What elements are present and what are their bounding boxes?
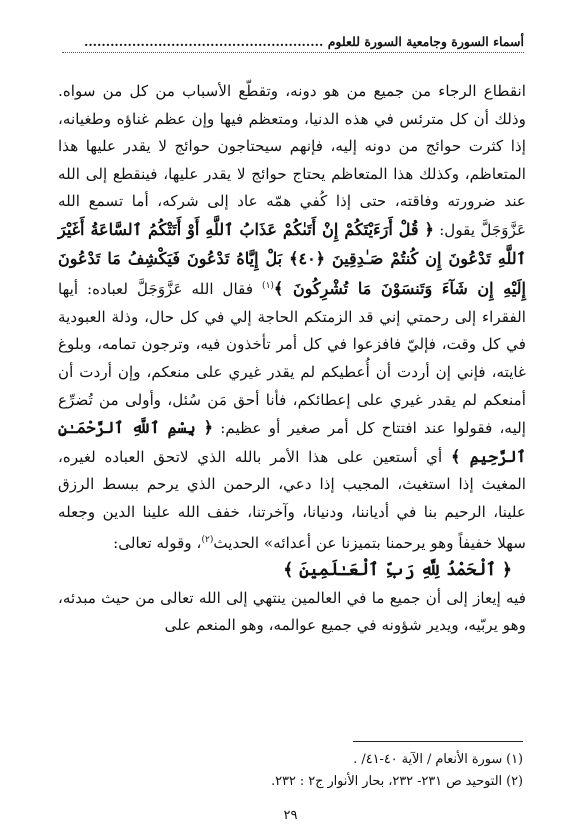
footnote-item: (٢) التوحيد ص ٢٣١- ٢٣٢، بحار الأنوار ج٢ : ٢٣٢. xyxy=(271,774,523,789)
quran-verse-line xyxy=(58,557,512,585)
header-dots: ....................................................... xyxy=(83,34,324,49)
body-text-run: فيه إيعاز إلى أن جميع ما في العالمين ينتهي إلى الله تعالى من حيث مبدئه، وهو يربّيه، ويدير شؤونه في جميع عوالمه، وهو المنعم على xyxy=(58,588,526,635)
running-header-title: أسماء السورة وجامعية السورة للعلوم xyxy=(327,34,524,49)
footnote-ref: (١) xyxy=(262,281,274,292)
body-text-run: فقال الله عَزَّوَجَلَّ لعباده: أيها الفقراء إلى رحمتي إني قد الزمتكم الحاجة إلي في كل حال، وذلة العبودية في كل وقت، فإليّ فافزعوا في كل أمر تأخذون فيه، وترجون تمامه، وبلوغ غايته، فإني إن أردت أن أُعطيكم لم يقدر غيري على منعكم، وإن أردت أن أمنعكم لم يقدر غيري على إعطائكم، فأنا أحق مَن سُئل، وأولى من تُضرِّع إليه، فقولوا عند افتتاح كل أمر صغير أو عظيم: xyxy=(58,280,526,438)
paragraph xyxy=(58,585,526,640)
paragraph xyxy=(58,78,526,557)
main-text xyxy=(58,78,526,640)
basmala-verse: ﴿ بِسْمِ ٱللَّهِ ٱلرَّحْمَـٰنِ ٱلرَّحِيمِ ﴾ xyxy=(58,418,527,466)
page-number: ٢٩ xyxy=(283,808,298,823)
body-text-run: انقطاع الرجاء من جميع من هو دونه، وتقطّع الأسباب من كل من سواه. وذلك أن كل مترئس في هذه الدنيا، ومتعظم فيها وإن عظم غناؤه وطغيانه، إذا كثرت حوائج من دونه إليه، فإنهم سيحتاجون حوائج لا يقدر عليها هذا المتعاظم، وكذلك هذا المتعاظم يحتاج حوائج لا يقدر عليها، فينقطع إلى الله عند ضرورته وفاقته، حتى إذا كُفي همّه عاد إلى شركه، أما تسمع الله عَزَّوَجَلَّ يقول: xyxy=(58,82,527,239)
body-text-run: أي أستعين على هذا الأمر بالله الذي لاتحق العباده لغيره، المغيث إذا استغيث، المجيب إذا دعي، الرحمن الذي يرحم ببسط الرزق علينا، الرحيم بنا في أدياننا، ودنيانا، وآخرتنا، خفف الله علينا الدين وجعله سهلا خفيفاً وهو يرحمنا بتميزنا عن أعدائه» الحديث xyxy=(58,447,526,552)
footnote-separator xyxy=(353,741,523,742)
quran-verse: ﴿ ٱلْحَمْدُ لِلَّهِ رَبِّ ٱلْعَـٰلَمِينَ ﴾ xyxy=(283,560,512,581)
body-text-run: ، وقوله تعالى: xyxy=(113,533,202,552)
footnote-item: (١) سورة الأنعام / الآية ٤٠-٤١/ . xyxy=(353,752,523,767)
footnotes xyxy=(63,749,523,793)
footnote-ref: (٢) xyxy=(201,534,214,545)
running-header xyxy=(62,34,524,53)
quran-verse: ﴿ قُلْ أَرَءَيْتَكُمْ إِنْ أَتَىٰكُمْ عَذَابُ ٱللَّهِ أَوْ أَتَتْكُمُ ٱلسَّاعَةُ أَغَيْرَ ٱللَّهِ تَدْعُونَ إِن كُنتُمْ صَـٰدِقِينَ ﴿٤٠﴾ بَلْ إِيَّاهُ تَدْعُونَ فَيَكْشِفُ مَا تَدْعُونَ إِلَيْهِ إِن شَآءَ وَتَنسَوْنَ مَا تُشْرِكُونَ ﴾ xyxy=(58,219,527,299)
